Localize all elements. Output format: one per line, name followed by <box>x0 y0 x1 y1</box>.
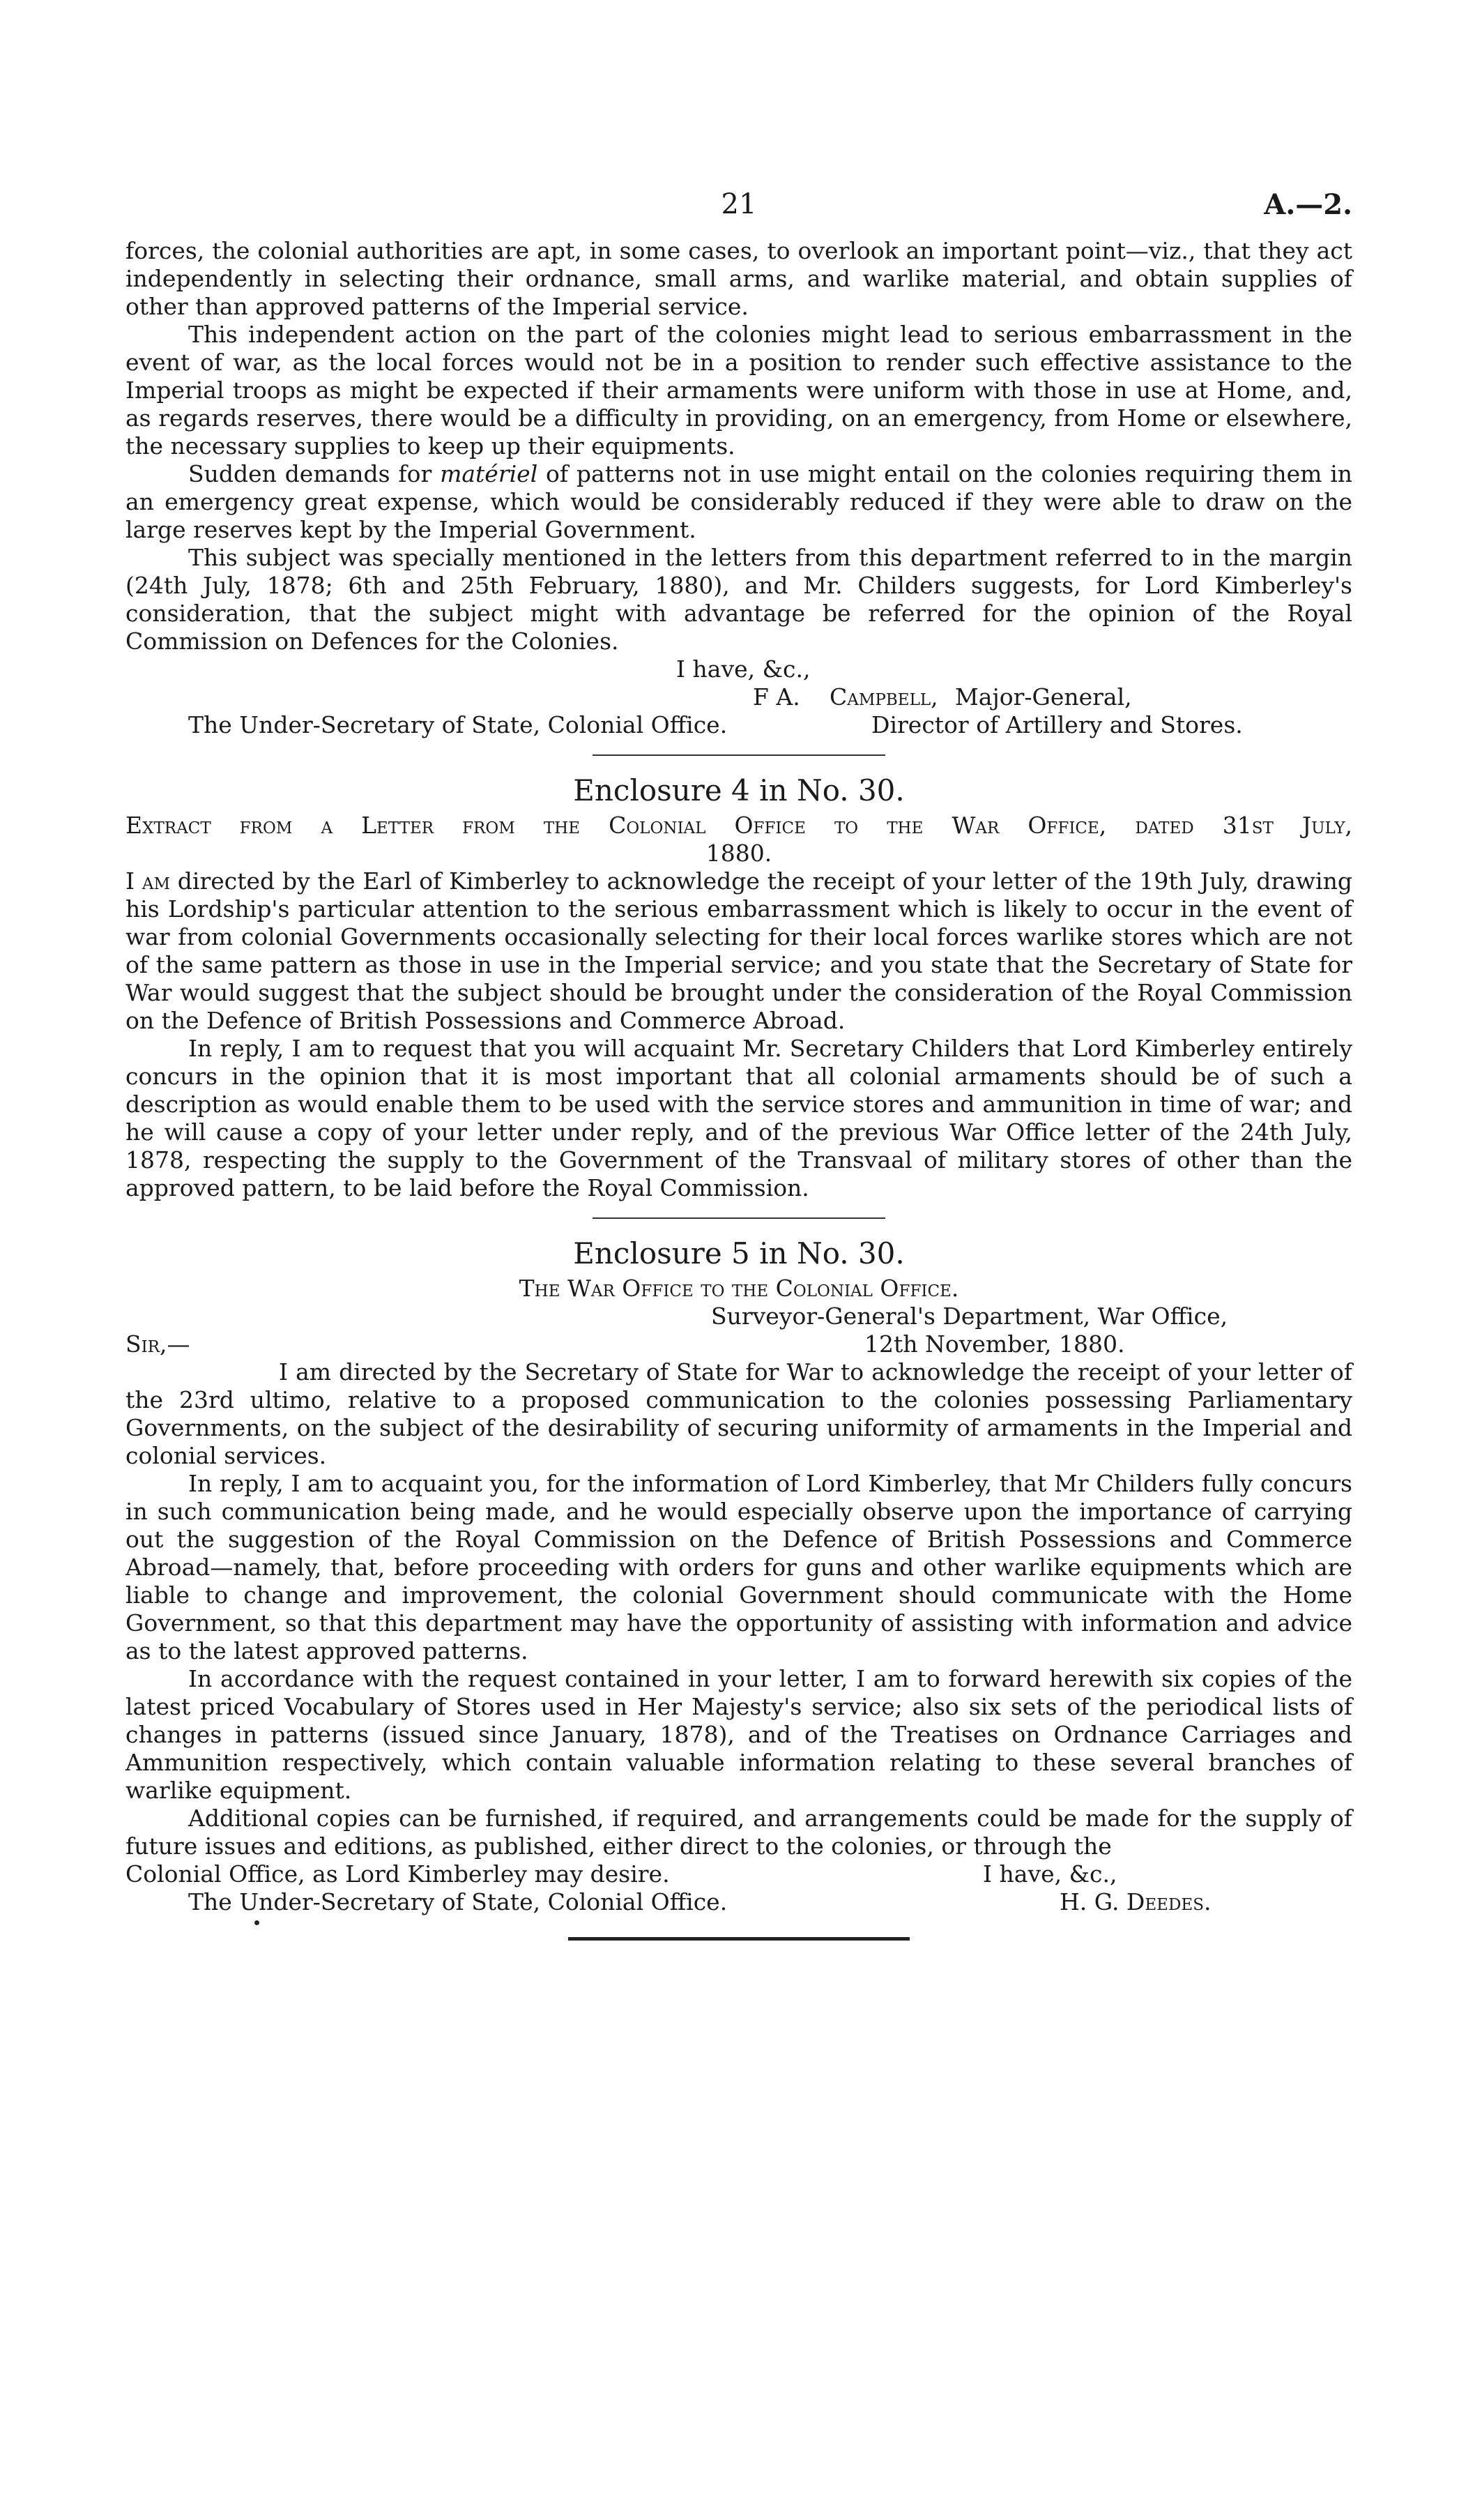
enclosure-4 <box>125 773 1352 1202</box>
salutation: Sir,— <box>125 1330 190 1358</box>
dateline-date: 12th November, 1880. <box>864 1330 1125 1358</box>
letter-continuation <box>125 237 1352 739</box>
body-paragraph: In reply, I am to acquaint you, for the information of Lord Kimberley, that Mr Childers fully concurs in such communication being made, and he would especially observe upon the importance of carrying out the suggestion of the Royal Commission on the Defence of British Possessions and Commerce Abroad—namely, that, before proceeding with orders for guns and other warlike equipments which are liable to change and improvement, the colonial Government should communicate with the Home Government, so that this department may have the opportunity of assisting with information and advice as to the latest approved patterns. <box>125 1470 1352 1664</box>
text-run: Sudden demands for <box>188 460 441 487</box>
text-run: of patterns not in use might entail on the colonies requiring them in an emergency great expense, which would be considerably reduced if they were able to draw on the large reserves kept by the Imperial Government. <box>125 460 1353 543</box>
signature: H. G. Deedes. <box>1060 1888 1212 1915</box>
text-run: directed by the Earl of Kimberley to acknowledge the receipt of your letter of the 19th July, drawing his Lordship's particular attention to the serious embarrassment which is likely to occur in the event of war from colonial Governments occasionally selecting for their local forces warlike stores which are not of the same pattern as those in use in the Imperial service; and you state that the Secretary of State for War would suggest that the subject should be brought under the consideration of the Royal Commission on the Defence of British Possessions and Commerce Abroad. <box>125 867 1352 1034</box>
letter-subheading: The War Office to the Colonial Office. <box>519 1275 959 1302</box>
body-paragraph: forces, the colonial authorities are apt, in some cases, to overlook an important point—viz., that they act independently in selecting their ordnance, small arms, and warlike material, and obtain supplies of other than approved patterns of the Imperial service. <box>125 237 1352 320</box>
addressee: The Under-Secretary of State, Colonial Office. <box>188 1888 728 1915</box>
addressee: The Under-Secretary of State, Colonial Office. <box>188 711 728 738</box>
body-paragraph: This subject was specially mentioned in the letters from this department referred to in the margin (24th July, 1878; 6th and 25th February, 1880), and Mr. Childers suggests, for Lord Kimberley's consideration, that the subject might with advantage be referred for the opinion of the Royal Commission on Defences for the Colonies. <box>125 544 1352 655</box>
body-paragraph: In accordance with the request contained in your letter, I am to forward herewith six copies of the latest priced Vocabulary of Stores used in Her Majesty's service; also six sets of the periodical lists of changes in patterns (issued since January, 1878), and of the Treatises on Ordnance Carriages and Ammunition respectively, which contain valuable information relating to these several branches of warlike equipment. <box>125 1665 1352 1804</box>
body-paragraph: I am directed by the Secretary of State for War to acknowledge the receipt of your letter of the 23rd ultimo, relative to a proposed communication to the colonies possessing Parliamentary Governments, on the subject of the desirability of securing uniformity of armaments in the Imperial and colonial services. <box>125 1358 1352 1469</box>
closing: I have, &c., <box>676 655 811 683</box>
enclosure-title: Enclosure 5 in No. 30. <box>573 1236 905 1270</box>
signature-initials: F A. <box>753 683 800 711</box>
enclosure-5 <box>125 1236 1352 1933</box>
opening-words: I am <box>125 867 170 895</box>
closing: I have, &c., <box>983 1860 1117 1888</box>
body-paragraph: Additional copies can be furnished, if required, and arrangements could be made for the supply of future issues and editions, as published, either direct to the colonies, or through the <box>125 1805 1352 1860</box>
body-paragraph <box>125 867 1352 1035</box>
extract-heading-year: 1880. <box>705 840 772 867</box>
signature-block <box>125 655 1352 739</box>
body-paragraph: In reply, I am to request that you will acquaint Mr. Secretary Childers that Lord Kimberley entirely concurs in the opinion that it is most important that all colonial armaments should be of such a description as would enable them to be used with the service stores and ammunition in time of war; and he will cause a copy of your letter under reply, and of the previous War Office letter of the 24th July, 1878, respecting the supply to the Government of the Transvaal of military stores of other than the approved pattern, to be laid before the Royal Commission. <box>125 1035 1352 1201</box>
signatory-title: Director of Artillery and Stores. <box>871 711 1243 738</box>
signature-block <box>125 1860 1352 1916</box>
signature-name: Campbell, <box>830 683 938 711</box>
page-header <box>125 188 1352 222</box>
body-paragraph: This independent action on the part of the colonies might lead to serious embarrassment in the event of war, as the local forces would not be in a position to render such effective assistance to the Imperial troops as might be expected if their armaments were uniform with those in use at Home, and, as regards reserves, there would be a difficulty in providing, on an emergency, from Home or elsewhere, the necessary supplies to keep up their equipments. <box>125 321 1352 460</box>
enclosure-title: Enclosure 4 in No. 30. <box>573 773 905 807</box>
page-number: 21 <box>721 188 757 220</box>
end-rule <box>568 1937 910 1941</box>
dateline <box>125 1303 1352 1358</box>
section-divider <box>593 1217 885 1219</box>
body-text-tail: Colonial Office, as Lord Kimberley may desire. <box>125 1860 670 1888</box>
paper-reference: A.—2. <box>1264 188 1352 221</box>
stray-mark <box>254 1920 259 1925</box>
extract-heading: Extract from a Letter from the Colonial Office to the War Office, dated 31st July, <box>125 812 1352 839</box>
italic-term: matériel <box>440 460 538 487</box>
document-page <box>125 188 1352 1957</box>
signature-rank: Major-General, <box>955 683 1132 711</box>
dateline-place: Surveyor-General's Department, War Office, <box>711 1303 1228 1330</box>
section-divider <box>593 754 885 756</box>
body-paragraph <box>125 460 1352 544</box>
